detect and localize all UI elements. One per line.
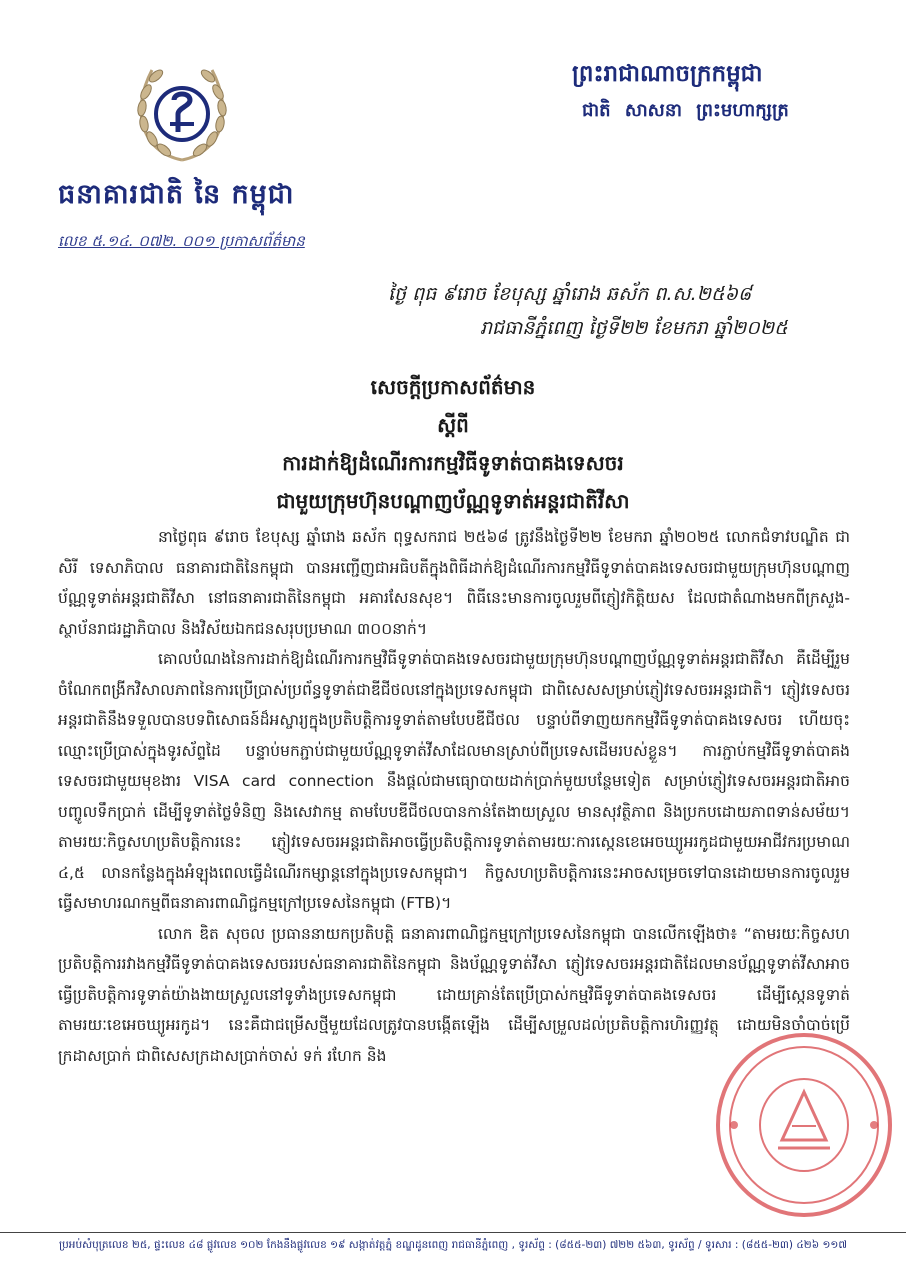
lunar-date: ថ្ងៃ ពុធ ៩រោច ខែបុស្ស ឆ្នាំរោង ឆស័ក ព.ស.២៥៦៨ — [388, 283, 752, 305]
paragraph-1: នាថ្ងៃពុធ ៩រោច ខែបុស្ស ឆ្នាំរោង ឆស័ក ពុទ្ធសករាជ ២៥៦៨ ត្រូវនឹងថ្ងៃទី២២ ខែមករា ឆ្នាំ២០២៥ លោកជំទាវបណ្ឌិត ជា សិរី ទេសាភិបាល ធនាគារជាតិនៃកម្ពុជា បានអញ្ជើញជាអធិបតីក្នុងពិធីដាក់ឱ្យដំណើរការកម្មវិធីទូទាត់បាគងទេសចរជាមួយក្រុមហ៊ុនបណ្តាញប័ណ្ណទូទាត់អន្តរជាតិវីសា នៅធនាគារជាតិនៃកម្ពុជា អគារសែនសុខ។ ពិធីនេះមានការចូលរួមពីភ្ញៀវកិត្តិយស ដែលជាតំណាងមកពីក្រសួង-ស្ថាប័នរាជរដ្ឋាភិបាល និងវិស័យឯកជនសរុបប្រមាណ ៣០០នាក់។ — [58, 528, 850, 638]
kingdom-heading: ព្រះរាជាណាចក្រកម្ពុជា — [572, 61, 763, 87]
title-line-2: ស្តីពី — [437, 413, 469, 437]
title-line-3: ការដាក់ឱ្យដំណើរការកម្មវិធីទូទាត់បាគងទេសចរ — [282, 451, 624, 475]
paragraph-3: លោក ឌិត សុចល ប្រធាននាយកប្រតិបត្តិ ធនាគារពាណិជ្ជកម្មក្រៅប្រទេសនៃកម្ពុជា បានលើកឡើងថា៖ “តាមរយៈកិច្ចសហប្រតិបត្តិការរវាងកម្មវិធីទូទាត់បាគងទេសចររបស់ធនាគារជាតិនៃកម្ពុជា និងប័ណ្ណទូទាត់វីសា ភ្ញៀវទេសចរអន្តរជាតិដែលមានប័ណ្ណទូទាត់វីសាអាចធ្វើប្រតិបត្តិការទូទាត់យ៉ាងងាយស្រួលនៅទូទាំងប្រទេសកម្ពុជា ដោយគ្រាន់តែប្រើប្រាស់កម្មវិធីទូទាត់បាគងទេសចរ ដើម្បីស្កេនទូទាត់តាមរយៈខេអេចឃ្យូអរកូដ។ នេះគឺជាជម្រើសថ្មីមួយដែលត្រូវបានបង្កើតឡើង ដើម្បីសម្រួលដល់ប្រតិបត្តិការហិរញ្ញវត្ថុ ដោយមិនចាំបាច់ប្រើក្រដាសប្រាក់ ជាពិសេសក្រដាសប្រាក់ចាស់ ទក់ រហែក និង — [58, 924, 850, 1065]
national-motto: ជាតិ សាសនា ព្រះមហាក្សត្រ — [582, 100, 789, 121]
title-line-1: សេចក្តីប្រកាសព័ត៌មាន — [370, 375, 536, 399]
bank-name: ធនាគារជាតិ នៃ កម្ពុជា — [58, 179, 295, 210]
solar-date: រាជធានីភ្នំពេញ ថ្ងៃទី២២ ខែមករា ឆ្នាំ២០២៥ — [480, 317, 788, 339]
reference-number: លេខ ៥.១៤. ០៧២. ០០១ ប្រកាសព័ត៌មាន — [58, 232, 305, 250]
national-bank-emblem-icon — [122, 52, 242, 172]
document-title — [150, 368, 756, 520]
official-seal-stamp — [712, 1030, 892, 1220]
document-body — [58, 522, 850, 1071]
paragraph-2: គោលបំណងនៃការដាក់ឱ្យដំណើរការកម្មវិធីទូទាត់បាគងទេសចរជាមួយក្រុមហ៊ុនបណ្តាញប័ណ្ណទូទាត់អន្តរជាតិវីសា គឺដើម្បីរួមចំណែកពង្រីកវិសាលភាពនៃការប្រើប្រាស់ប្រព័ន្ធទូទាត់ជាឌីជីថលនៅក្នុងប្រទេសកម្ពុជា ជាពិសេសសម្រាប់ភ្ញៀវទេសចរអន្តរជាតិ។ ភ្ញៀវទេសចរអន្តរជាតិនឹងទទួលបានបទពិសោធន៍ដ៏អស្ចារ្យក្នុងប្រតិបត្តិការទូទាត់តាមបែបឌីជីថល បន្ទាប់ពីទាញយកកម្មវិធីទូទាត់បាគងទេសចរ ហើយចុះឈ្មោះប្រើប្រាស់ក្នុងទូរស័ព្ទដៃ បន្ទាប់មកភ្ជាប់ជាមួយប័ណ្ណទូទាត់វីសាដែលមានស្រាប់ពីប្រទេសដើមរបស់ខ្លួន។ ការភ្ជាប់កម្មវិធីទូទាត់បាគងទេសចរជាមួយមុខងារ VISA card connection នឹងផ្តល់ជាមធ្យោបាយដាក់ប្រាក់មួយបន្ថែមទៀត សម្រាប់ភ្ញៀវទេសចរអន្តរជាតិអាចបញ្ចូលទឹកប្រាក់ ដើម្បីទូទាត់ថ្លៃទំនិញ និងសេវាកម្ម តាមបែបឌីជីថលបានកាន់តែងាយស្រួល មានសុវត្ថិភាព និងប្រកបដោយភាពទាន់សម័យ។ តាមរយៈកិច្ចសហប្រតិបត្តិការនេះ ភ្ញៀវទេសចរអន្តរជាតិអាចធ្វើប្រតិបត្តិការទូទាត់តាមរយៈការស្កេនខេអេចឃ្យូអរកូដជាមួយអាជីវករប្រមាណ ៤,៥ លានកន្លែងក្នុងអំឡុងពេលធ្វើដំណើរកម្សាន្តនៅក្នុងប្រទេសកម្ពុជា។ កិច្ចសហប្រតិបត្តិការនេះអាចសម្រេចទៅបានដោយមានការចូលរួមធ្វើសមាហរណកម្មពីធនាគារពាណិជ្ជកម្មក្រៅប្រទេសនៃកម្ពុជា (FTB)។ — [58, 650, 850, 912]
title-line-4: ជាមួយក្រុមហ៊ុនបណ្តាញប័ណ្ណទូទាត់អន្តរជាតិវីសា — [276, 489, 630, 513]
footer-address: ប្រអប់សំបុត្រលេខ ២៥, ផ្ទះលេខ ៤៨ ផ្លូវលេខ ១០២ កែងនឹងផ្លូវលេខ ១៩ សង្កាត់វត្តភ្នំ ខណ្ឌដូនពេញ រាជធានីភ្នំពេញ , ទូរស័ព្ទ : (៨៥៥-២៣) ៧២២ ៥៦៣, ទូរស័ព្ទ / ទូរសារ : (៨៥៥-២៣) ៤២៦ ១១៧ — [0, 1232, 906, 1254]
